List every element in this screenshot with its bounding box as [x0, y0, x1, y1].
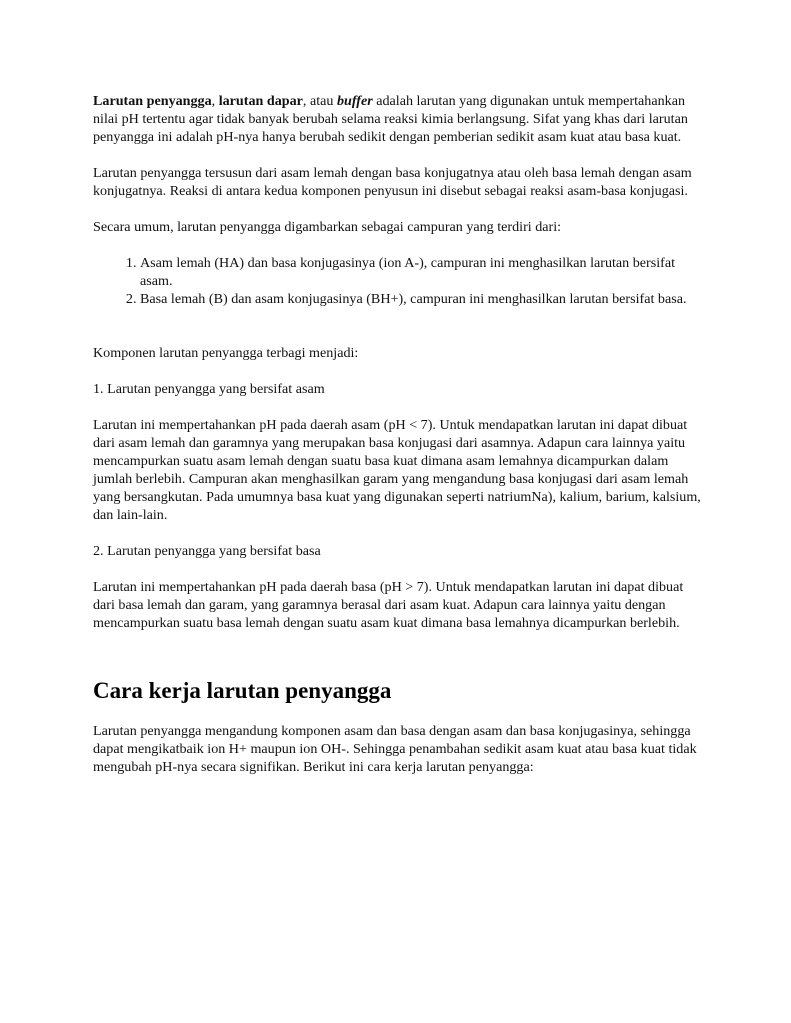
section-acidic-title: 1. Larutan penyangga yang bersifat asam: [93, 381, 325, 397]
section-basic-text: Larutan ini mempertahankan pH pada daerah basa (pH > 7). Untuk mendapatkan larutan ini dapat dibuat dari basa lemah dan garam, yang garamnya berasal dari asam kuat. Adapun cara lainnya yaitu dengan mencampurkan suatu basa lemah dengan suatu asam kuat dimana basa lemahnya dicampurkan berlebih.: [93, 579, 684, 631]
section-heading: Cara kerja larutan penyangga: [93, 678, 392, 703]
section-basic-title: 2. Larutan penyangga yang bersifat basa: [93, 543, 321, 559]
mechanism-paragraph: Larutan penyangga mengandung komponen asam dan basa dengan asam dan basa konjugasinya, sehingga dapat mengikatbaik ion H+ maupun ion OH-. Sehingga penambahan sedikit asam kuat atau basa kuat tidak mengubah pH-nya secara signifikan. Berikut ini cara kerja larutan penyangga:: [93, 723, 697, 775]
term-larutan-dapar: larutan dapar: [218, 93, 303, 109]
mixture-list: [93, 254, 703, 308]
document-page: [93, 92, 703, 776]
composition-paragraph: Larutan penyangga tersusun dari asam lemah dengan basa konjugatnya atau oleh basa lemah dengan asam konjugatnya. Reaksi di antara kedua komponen penyusun ini disebut sebagai reaksi asam-basa konjugasi.: [93, 165, 692, 199]
list-item: 1. Asam lemah (HA) dan basa konjugasinya (ion A-), campuran ini menghasilkan larutan bersifat asam.: [140, 254, 703, 290]
list-item: 2. Basa lemah (B) dan asam konjugasinya (BH+), campuran ini menghasilkan larutan bersifat basa.: [140, 290, 703, 308]
general-description-paragraph: Secara umum, larutan penyangga digambarkan sebagai campuran yang terdiri dari:: [93, 219, 562, 235]
intro-separator-1: ,: [211, 93, 219, 109]
intro-separator-2: , atau: [302, 93, 337, 109]
term-larutan-penyangga: Larutan penyangga: [93, 93, 212, 109]
term-buffer: buffer: [336, 93, 373, 109]
components-intro-paragraph: Komponen larutan penyangga terbagi menjadi:: [93, 345, 359, 361]
intro-paragraph: [93, 92, 703, 146]
intro-definition: adalah larutan yang digunakan untuk mempertahankan nilai pH tertentu agar tidak banyak berubah selama reaksi kimia berlangsung. Sifat yang khas dari larutan penyangga ini adalah pH-nya hanya berubah sedikit dengan pemberian sedikit asam kuat atau basa kuat.: [93, 93, 688, 145]
section-acidic-text: Larutan ini mempertahankan pH pada daerah asam (pH < 7). Untuk mendapatkan larutan ini dapat dibuat dari asam lemah dan garamnya yang merupakan basa konjugasi dari asamnya. Adapun cara lainnya yaitu mencampurkan suatu asam lemah dengan suatu basa kuat dimana asam lemahnya dicampurkan dalam jumlah berlebih. Campuran akan menghasilkan garam yang mengandung basa konjugasi dari asam lemah yang bersangkutan. Pada umumnya basa kuat yang digunakan seperti natriumNa), kalium, barium, kalsium, dan lain-lain.: [93, 417, 701, 523]
